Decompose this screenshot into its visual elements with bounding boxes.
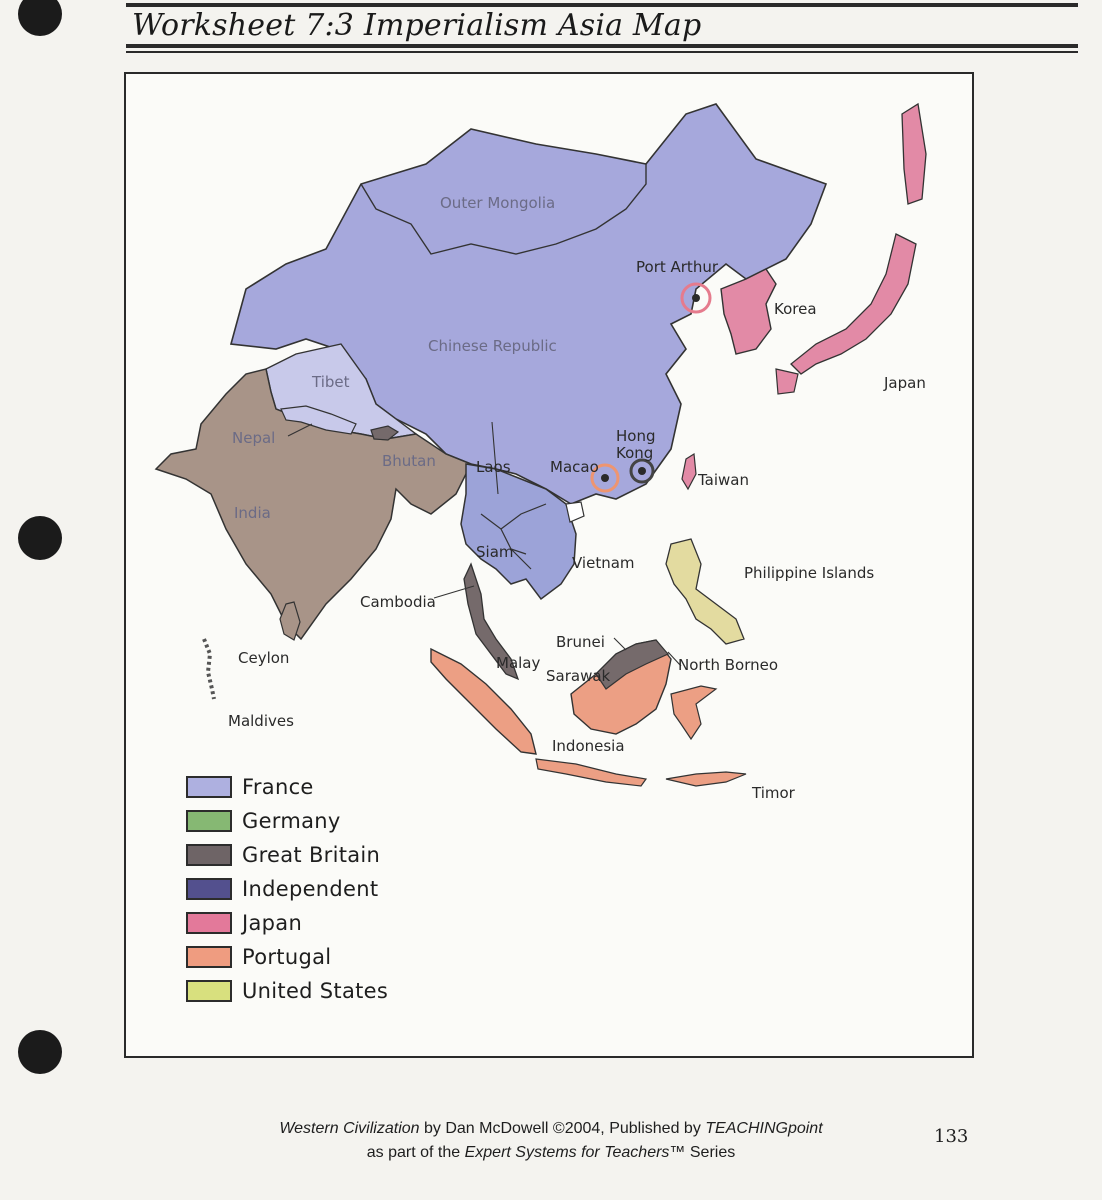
footer-series-name: Expert Systems for Teachers™ — [464, 1144, 686, 1161]
legend-label: Independent — [242, 877, 379, 901]
legend-swatch — [186, 810, 232, 832]
legend-item-japan — [186, 906, 388, 940]
label-taiwan: Taiwan — [698, 471, 750, 489]
label-outer-mongolia: Outer Mongolia — [440, 194, 556, 212]
region-sulawesi — [671, 686, 716, 739]
legend-label: United States — [242, 979, 389, 1003]
legend-label: Japan — [242, 911, 303, 935]
legend-item-independent — [186, 872, 388, 906]
label-vietnam: Vietnam — [572, 554, 635, 572]
label-hong-kong-line2: Kong — [616, 444, 654, 462]
footer-publisher: TEACHINGpoint — [705, 1120, 823, 1137]
footer-series-prefix: as part of the — [366, 1144, 465, 1161]
worksheet-title: Worksheet 7:3 Imperialism Asia Map — [132, 8, 702, 43]
region-java — [536, 759, 646, 786]
legend-label: France — [242, 775, 314, 799]
label-malay: Malay — [496, 654, 541, 672]
label-north-borneo: North Borneo — [678, 656, 779, 674]
region-korea — [721, 269, 776, 354]
label-indonesia: Indonesia — [552, 737, 625, 755]
label-tibet: Tibet — [312, 373, 350, 391]
label-laos: Laos — [476, 458, 511, 476]
legend-item-great-britain — [186, 838, 388, 872]
label-siam: Siam — [476, 543, 514, 561]
label-chinese-republic: Chinese Republic — [428, 337, 557, 355]
label-philippine-islands: Philippine Islands — [744, 564, 875, 582]
header-rule-top — [126, 3, 1078, 7]
label-brunei: Brunei — [556, 633, 605, 651]
label-macao: Macao — [550, 458, 599, 476]
label-maldives: Maldives — [228, 712, 294, 730]
region-philippine-islands — [666, 539, 744, 644]
map-legend — [186, 770, 388, 1008]
legend-swatch — [186, 980, 232, 1002]
legend-swatch — [186, 946, 232, 968]
label-port-arthur: Port Arthur — [636, 258, 718, 276]
footer-credit-middle: by Dan McDowell ©2004, Published by — [419, 1120, 706, 1137]
legend-label: Great Britain — [242, 843, 381, 867]
legend-swatch — [186, 878, 232, 900]
label-hong-kong-line1: Hong — [616, 427, 656, 445]
region-maldives — [204, 639, 214, 699]
legend-swatch — [186, 912, 232, 934]
label-ceylon: Ceylon — [238, 649, 290, 667]
label-bhutan: Bhutan — [382, 452, 436, 470]
page-number: 133 — [934, 1126, 969, 1147]
header-rule-bottom — [126, 44, 1078, 48]
label-timor: Timor — [752, 784, 795, 802]
region-japan-kyushu — [776, 369, 798, 394]
label-nepal: Nepal — [232, 429, 276, 447]
hong-kong-dot — [638, 467, 646, 475]
label-korea: Korea — [774, 300, 817, 318]
legend-swatch — [186, 776, 232, 798]
label-sarawak: Sarawak — [546, 667, 611, 685]
label-japan: Japan — [884, 374, 926, 392]
map-frame — [124, 72, 974, 1058]
label-cambodia: Cambodia — [360, 593, 436, 611]
footer-book-title: Western Civilization — [279, 1120, 420, 1137]
legend-item-united-states — [186, 974, 388, 1008]
legend-label: Germany — [242, 809, 341, 833]
label-india: India — [234, 504, 271, 522]
macao-dot — [601, 474, 609, 482]
footer-series-suffix: Series — [685, 1144, 736, 1161]
legend-label: Portugal — [242, 945, 332, 969]
binder-hole-middle — [18, 516, 62, 560]
legend-swatch — [186, 844, 232, 866]
port-arthur-dot — [692, 294, 700, 302]
region-japan-hokkaido — [902, 104, 926, 204]
header-rule-bottom-thin — [126, 51, 1078, 53]
legend-item-portugal — [186, 940, 388, 974]
legend-item-germany — [186, 804, 388, 838]
region-taiwan — [682, 454, 696, 489]
binder-hole-bottom — [18, 1030, 62, 1074]
region-timor — [666, 772, 746, 786]
legend-item-france — [186, 770, 388, 804]
binder-hole-top — [18, 0, 62, 36]
